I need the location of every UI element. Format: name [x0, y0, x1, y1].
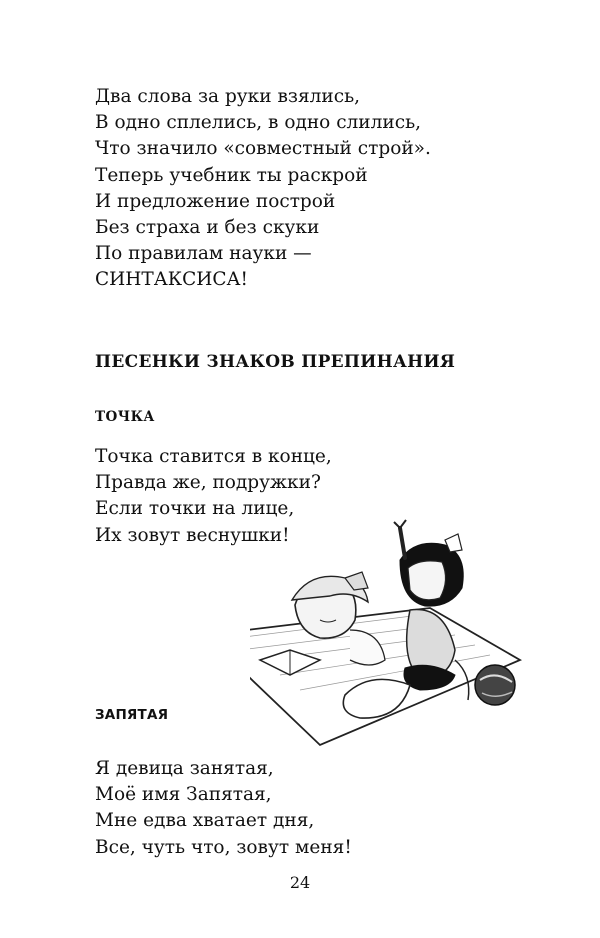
poem-line: СИНТАКСИСА!: [95, 269, 248, 291]
section-title: ПЕСЕНКИ ЗНАКОВ ПРЕПИНАНИЯ: [95, 352, 456, 372]
poem-line: Два слова за руки взялись,: [95, 86, 361, 107]
poem-title-zapyataya: ЗАПЯТАЯ: [95, 707, 169, 723]
ball-icon: [475, 665, 515, 705]
poem-line: По правилам науки —: [95, 243, 312, 265]
reading-girl: [260, 572, 385, 675]
poem-line: Я девица занятая,: [95, 758, 274, 779]
poem-line: В одно сплелись, в одно слились,: [95, 112, 422, 134]
poem-line: Точка ставится в конце,: [95, 446, 332, 467]
poem-line: Моё имя Запятая,: [95, 784, 272, 806]
poem-zapyataya: [95, 756, 352, 861]
beach-girls-illustration: [250, 510, 530, 750]
poem-line: Без страха и без скуки: [95, 217, 320, 239]
poem-line: Правда же, подружки?: [95, 472, 321, 494]
poem-intro: [95, 84, 431, 294]
poem-line: Все, чуть что, зовут меня!: [95, 836, 352, 858]
poem-line: Что значило «совместный строй».: [95, 138, 431, 160]
page-number: 24: [289, 873, 311, 892]
poem-title-tochka: ТОЧКА: [95, 409, 155, 425]
poem-line: Их зовут веснушки!: [95, 524, 290, 546]
poem-line: Мне едва хватает дня,: [95, 810, 315, 832]
poem-line: И предложение построй: [95, 190, 336, 212]
poem-line: Если точки на лице,: [95, 498, 295, 520]
poem-line: Теперь учебник ты раскрой: [95, 164, 368, 186]
